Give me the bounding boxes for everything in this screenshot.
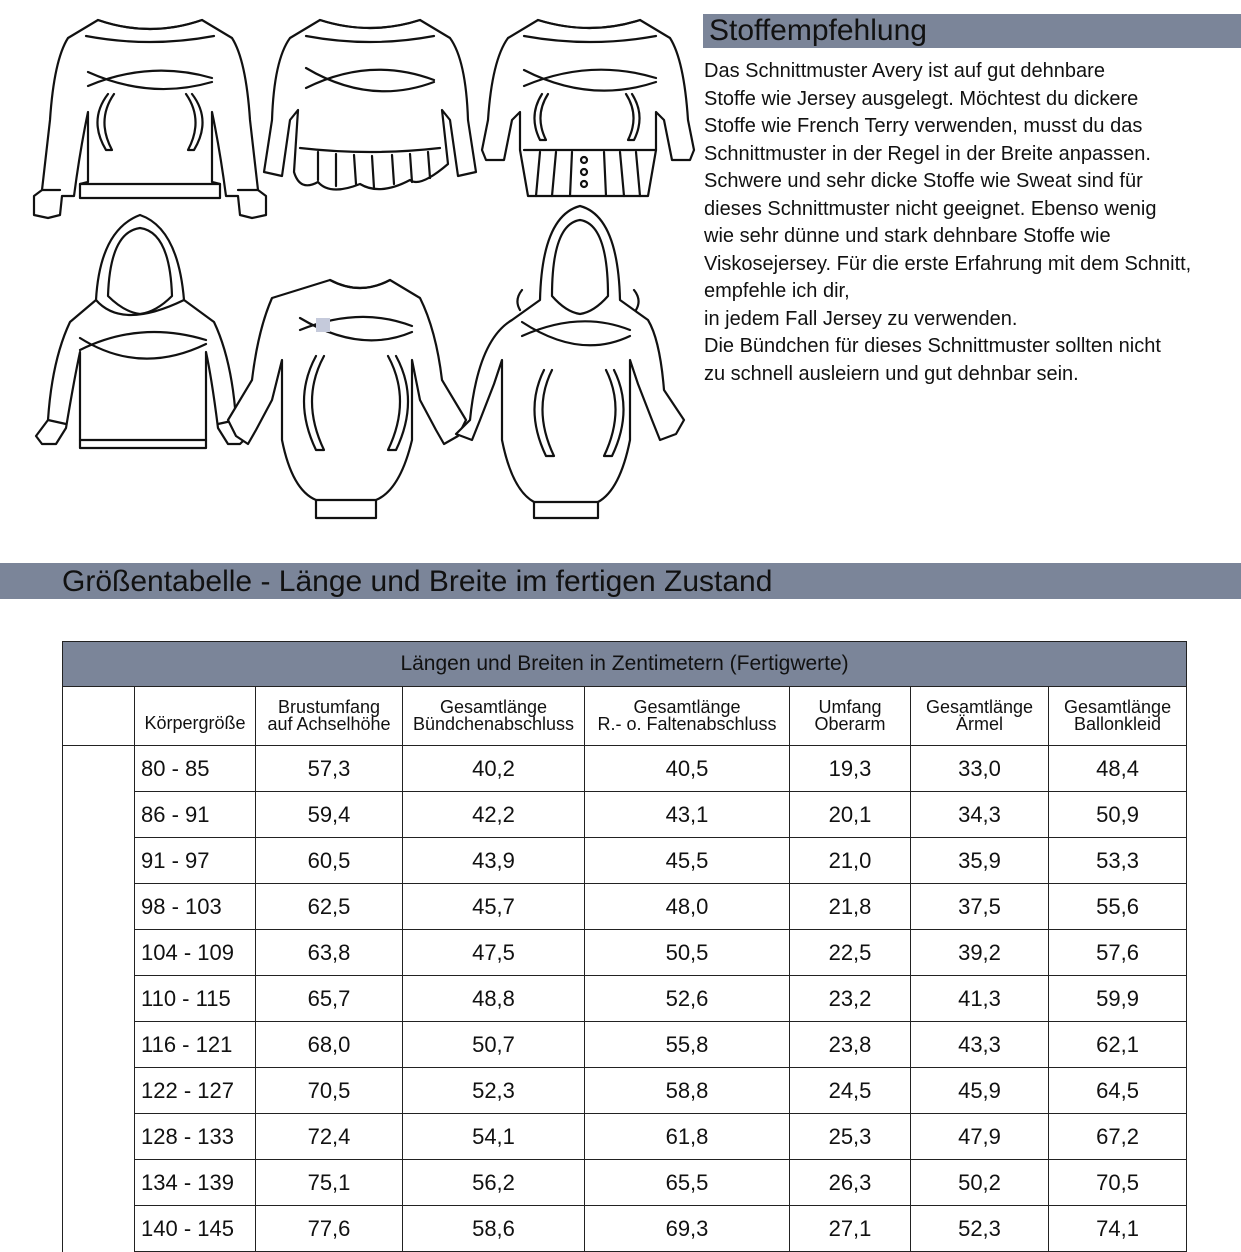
blank-cell xyxy=(63,976,135,1022)
measurement-cell: 23,8 xyxy=(790,1022,911,1068)
measurement-cell: 55,6 xyxy=(1049,884,1187,930)
measurement-cell: 41,3 xyxy=(911,976,1049,1022)
column-header-line: Gesamtlänge xyxy=(439,697,548,717)
measurement-cell: 21,0 xyxy=(790,838,911,884)
measurement-cell: 21,8 xyxy=(790,884,911,930)
ruffle-top-buttons-icon xyxy=(482,20,694,196)
size-range-cell: 91 - 97 xyxy=(135,838,256,884)
blank-cell xyxy=(63,930,135,976)
table-row xyxy=(63,792,1187,838)
measurement-cell: 74,1 xyxy=(1049,1206,1187,1252)
column-header xyxy=(256,687,403,746)
column-header xyxy=(403,687,585,746)
column-header xyxy=(911,687,1049,746)
size-range-cell: 104 - 109 xyxy=(135,930,256,976)
column-header-line: Körpergröße xyxy=(144,712,246,733)
blank-header-cell xyxy=(63,687,135,746)
peplum-top-icon xyxy=(264,20,476,190)
measurement-cell: 69,3 xyxy=(585,1206,790,1252)
measurement-cell: 55,8 xyxy=(585,1022,790,1068)
column-header-line: Gesamtlänge xyxy=(633,697,741,717)
table-caption: Längen und Breiten in Zentimetern (Fertigwerte) xyxy=(63,642,1187,687)
measurement-cell: 22,5 xyxy=(790,930,911,976)
measurement-cell: 50,9 xyxy=(1049,792,1187,838)
measurement-cell: 50,5 xyxy=(585,930,790,976)
blank-cell xyxy=(63,1160,135,1206)
column-header-line: R.- o. Faltenabschluss xyxy=(597,714,777,734)
measurement-cell: 43,1 xyxy=(585,792,790,838)
paragraph-line: Stoffe wie French Terry verwenden, musst du das xyxy=(704,115,1143,137)
measurement-cell: 43,3 xyxy=(911,1022,1049,1068)
section-title-groessentabelle: Größentabelle - Länge und Breite im fertigen Zustand xyxy=(0,563,1241,599)
size-range-cell: 116 - 121 xyxy=(135,1022,256,1068)
measurement-cell: 68,0 xyxy=(256,1022,403,1068)
measurement-cell: 52,6 xyxy=(585,976,790,1022)
measurement-cell: 25,3 xyxy=(790,1114,911,1160)
balloon-dress-icon xyxy=(228,280,466,518)
garment-illustrations xyxy=(0,0,700,540)
size-range-cell: 80 - 85 xyxy=(135,746,256,792)
table-row xyxy=(63,746,1187,792)
paragraph-line: wie sehr dünne und stark dehnbare Stoffe wie xyxy=(704,225,1111,247)
measurement-cell: 64,5 xyxy=(1049,1068,1187,1114)
paragraph-line: Das Schnittmuster Avery ist auf gut dehnbare xyxy=(704,60,1105,82)
measurement-cell: 45,9 xyxy=(911,1068,1049,1114)
measurement-cell: 57,6 xyxy=(1049,930,1187,976)
blank-cell xyxy=(63,1022,135,1068)
measurement-cell: 62,1 xyxy=(1049,1022,1187,1068)
measurement-cell: 45,7 xyxy=(403,884,585,930)
measurement-cell: 57,3 xyxy=(256,746,403,792)
measurement-cell: 37,5 xyxy=(911,884,1049,930)
measurement-cell: 48,4 xyxy=(1049,746,1187,792)
measurement-cell: 70,5 xyxy=(1049,1160,1187,1206)
measurement-cell: 40,5 xyxy=(585,746,790,792)
paragraph-line: Schwere und sehr dicke Stoffe wie Sweat sind für xyxy=(704,170,1143,192)
measurement-cell: 77,6 xyxy=(256,1206,403,1252)
paragraph-line: Viskosejersey. Für die erste Erfahrung mit dem Schnitt, xyxy=(704,252,1192,275)
column-header-line: Bündchenabschluss xyxy=(412,714,575,734)
measurement-cell: 47,5 xyxy=(403,930,585,976)
table-row xyxy=(63,976,1187,1022)
size-range-cell: 134 - 139 xyxy=(135,1160,256,1206)
measurement-cell: 50,7 xyxy=(403,1022,585,1068)
measurement-cell: 59,4 xyxy=(256,792,403,838)
measurement-cell: 24,5 xyxy=(790,1068,911,1114)
measurement-cell: 48,0 xyxy=(585,884,790,930)
size-range-cell: 128 - 133 xyxy=(135,1114,256,1160)
table-row xyxy=(63,1206,1187,1252)
measurement-cell: 47,9 xyxy=(911,1114,1049,1160)
paragraph-line: dieses Schnittmuster nicht geeignet. Ebenso wenig xyxy=(704,197,1157,220)
measurement-cell: 48,8 xyxy=(403,976,585,1022)
paragraph-line: Stoffe wie Jersey ausgelegt. Möchtest du dickere xyxy=(704,87,1139,110)
blank-cell xyxy=(63,884,135,930)
measurement-cell: 58,8 xyxy=(585,1068,790,1114)
measurement-cell: 43,9 xyxy=(403,838,585,884)
column-header-line: auf Achselhöhe xyxy=(267,714,391,734)
table-header-row xyxy=(63,687,1187,746)
measurement-cell: 23,2 xyxy=(790,976,911,1022)
table-row xyxy=(63,884,1187,930)
balloon-dress-hood-icon xyxy=(456,206,684,518)
measurement-cell: 53,3 xyxy=(1049,838,1187,884)
measurement-cell: 56,2 xyxy=(403,1160,585,1206)
column-header-line: Ärmel xyxy=(955,714,1003,734)
measurement-cell: 59,9 xyxy=(1049,976,1187,1022)
measurement-cell: 52,3 xyxy=(911,1206,1049,1252)
hoodie-icon xyxy=(36,215,248,448)
table-row xyxy=(63,1068,1187,1114)
measurement-cell: 65,5 xyxy=(585,1160,790,1206)
size-range-cell: 122 - 127 xyxy=(135,1068,256,1114)
sweater-pockets-icon xyxy=(34,20,266,218)
measurement-cell: 27,1 xyxy=(790,1206,911,1252)
blank-cell xyxy=(63,1068,135,1114)
blank-cell xyxy=(63,746,135,792)
column-header xyxy=(585,687,790,746)
measurement-cell: 65,7 xyxy=(256,976,403,1022)
measurement-cell: 72,4 xyxy=(256,1114,403,1160)
column-header-line: Brustumfang xyxy=(277,697,381,717)
measurement-cell: 40,2 xyxy=(403,746,585,792)
paragraph-line: empfehle ich dir, xyxy=(704,280,850,302)
column-header xyxy=(1049,687,1187,746)
table-body xyxy=(63,746,1187,1252)
table-row xyxy=(63,1114,1187,1160)
measurement-cell: 50,2 xyxy=(911,1160,1049,1206)
size-range-cell: 140 - 145 xyxy=(135,1206,256,1252)
measurement-cell: 42,2 xyxy=(403,792,585,838)
measurement-cell: 19,3 xyxy=(790,746,911,792)
blank-cell xyxy=(63,1206,135,1252)
measurement-cell: 75,1 xyxy=(256,1160,403,1206)
column-header-line: Oberarm xyxy=(814,714,886,734)
column-header-line: Umfang xyxy=(818,697,882,717)
measurement-cell: 39,2 xyxy=(911,930,1049,976)
paragraph-line: in jedem Fall Jersey zu verwenden. xyxy=(704,307,1018,330)
measurement-cell: 58,6 xyxy=(403,1206,585,1252)
table-row xyxy=(63,1160,1187,1206)
table-row xyxy=(63,1022,1187,1068)
paragraph-line: zu schnell ausleiern und gut dehnbar sein. xyxy=(704,362,1079,385)
blank-cell xyxy=(63,838,135,884)
table-row xyxy=(63,930,1187,976)
measurement-cell: 45,5 xyxy=(585,838,790,884)
column-header-line: Gesamtlänge xyxy=(925,697,1034,717)
measurement-cell: 60,5 xyxy=(256,838,403,884)
column-header xyxy=(790,687,911,746)
measurement-cell: 62,5 xyxy=(256,884,403,930)
size-range-cell: 98 - 103 xyxy=(135,884,256,930)
measurement-cell: 20,1 xyxy=(790,792,911,838)
paragraph-line: Schnittmuster in der Regel in der Breite anpassen. xyxy=(704,142,1151,165)
measurement-cell: 54,1 xyxy=(403,1114,585,1160)
measurement-cell: 70,5 xyxy=(256,1068,403,1114)
measurement-cell: 67,2 xyxy=(1049,1114,1187,1160)
fabric-recommendation-text xyxy=(704,58,1239,388)
measurement-cell: 34,3 xyxy=(911,792,1049,838)
measurement-cell: 26,3 xyxy=(790,1160,911,1206)
paragraph-line: Die Bündchen für dieses Schnittmuster sollten nicht xyxy=(704,335,1161,357)
measurement-cell: 35,9 xyxy=(911,838,1049,884)
blank-cell xyxy=(63,1114,135,1160)
measurement-cell: 52,3 xyxy=(403,1068,585,1114)
size-range-cell: 110 - 115 xyxy=(135,976,256,1022)
table-row xyxy=(63,838,1187,884)
size-range-cell: 86 - 91 xyxy=(135,792,256,838)
size-table xyxy=(62,641,1187,1252)
measurement-cell: 33,0 xyxy=(911,746,1049,792)
column-header-line: Ballonkleid xyxy=(1074,714,1162,734)
measurement-cell: 63,8 xyxy=(256,930,403,976)
column-header xyxy=(135,687,256,746)
measurement-cell: 61,8 xyxy=(585,1114,790,1160)
column-header-line: Gesamtlänge xyxy=(1064,697,1172,717)
section-title-stoffempfehlung: Stoffempfehlung xyxy=(703,14,1241,48)
blank-cell xyxy=(63,792,135,838)
